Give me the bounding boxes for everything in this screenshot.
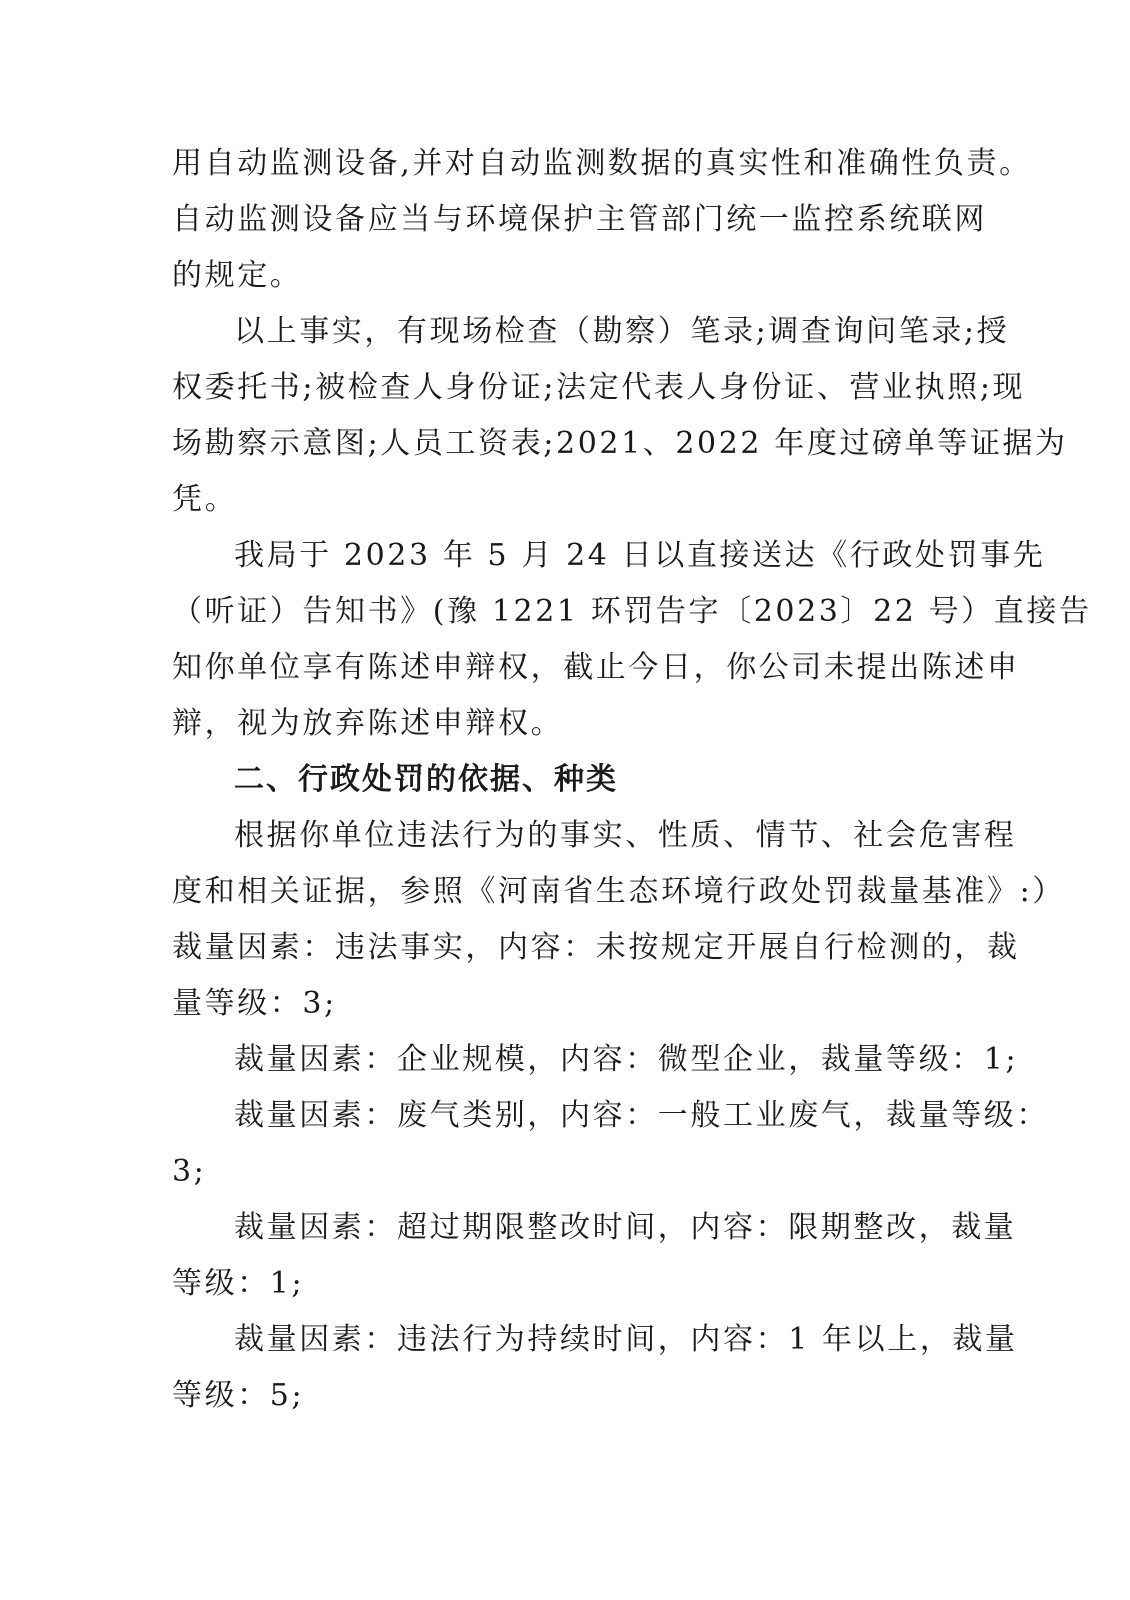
text-line: 自动监测设备应当与环境保护主管部门统一监控系统联网	[172, 202, 987, 237]
text-line: 等级：5;	[172, 1378, 305, 1413]
text-line: （听证）告知书》(豫 1221 环罚告字〔2023〕22 号）直接告	[172, 594, 1092, 629]
factor-rectification-time: 裁量因素：超过期限整改时间，内容：限期整改，裁量	[234, 1210, 1017, 1245]
text-line: 辩，视为放弃陈述申辩权。	[172, 706, 564, 741]
factor-violation-duration: 裁量因素：违法行为持续时间，内容：1 年以上，裁量	[234, 1322, 1018, 1357]
paragraph-basis-start: 根据你单位违法行为的事实、性质、情节、社会危害程	[234, 818, 1017, 853]
section-heading: 二、行政处罚的依据、种类	[234, 762, 618, 797]
text-line: 等级：1;	[172, 1266, 305, 1301]
text-line: 度和相关证据，参照《河南省生态环境行政处罚裁量基准》:）	[172, 874, 1065, 909]
text-line: 量等级：3;	[172, 986, 337, 1021]
text-line: 场勘察示意图;人员工资表;2021、2022 年度过磅单等证据为	[172, 426, 1068, 461]
text-line: 权委托书;被检查人身份证;法定代表人身份证、营业执照;现	[172, 370, 1026, 405]
factor-waste-gas-type: 裁量因素：废气类别，内容：一般工业废气，裁量等级：	[234, 1098, 1049, 1133]
paragraph-notice-start: 我局于 2023 年 5 月 24 日以直接送达《行政处罚事先	[234, 538, 1046, 573]
text-line: 用自动监测设备,并对自动监测数据的真实性和准确性负责。	[172, 146, 1032, 181]
text-line: 的规定。	[172, 258, 303, 293]
text-line: 凭。	[172, 482, 238, 517]
text-line: 3;	[172, 1154, 207, 1189]
text-line: 知你单位享有陈述申辩权，截止今日，你公司未提出陈述申	[172, 650, 1020, 685]
text-line: 裁量因素：违法事实，内容：未按规定开展自行检测的，裁	[172, 930, 1020, 965]
factor-enterprise-scale: 裁量因素：企业规模，内容：微型企业，裁量等级：1;	[234, 1042, 1019, 1077]
paragraph-evidence-start: 以上事实，有现场检查（勘察）笔录;调查询问笔录;授	[234, 314, 1010, 349]
